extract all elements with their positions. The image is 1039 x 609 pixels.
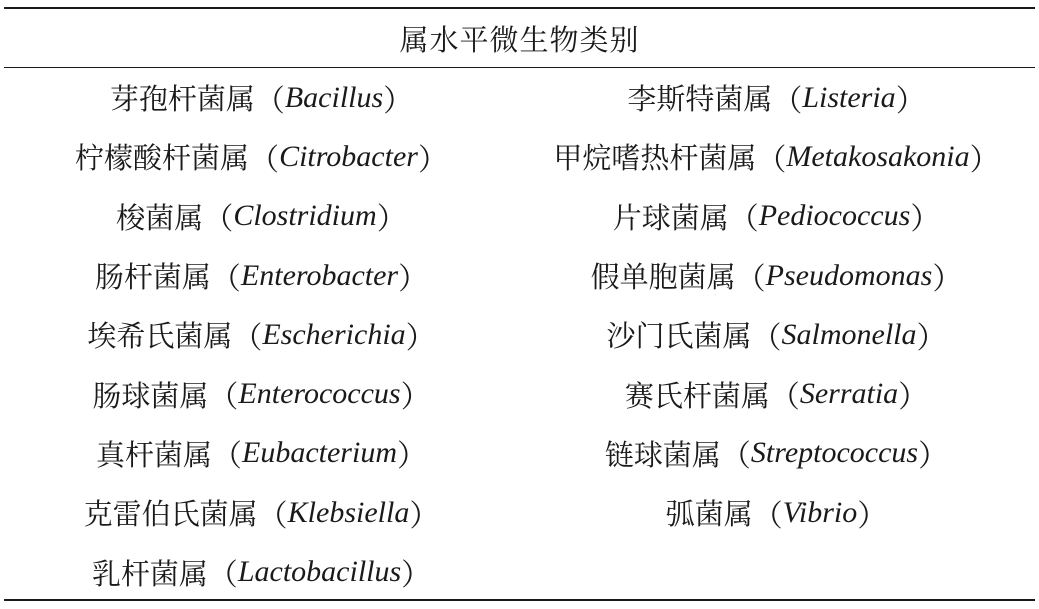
genus-latin-name: Lactobacillus — [237, 555, 402, 589]
genus-chinese-name: 沙门氏菌属 — [606, 319, 752, 354]
table-cell — [4, 424, 519, 483]
open-paren: （ — [735, 262, 766, 296]
left-column — [4, 68, 519, 602]
open-paren: （ — [257, 499, 288, 533]
genus-latin-name: Bacillus — [284, 80, 384, 114]
open-paren: （ — [212, 440, 243, 474]
close-paren: ） — [400, 381, 431, 415]
genus-chinese-name: 真杆菌属 — [96, 437, 213, 472]
genus-latin-name: Eubacterium — [242, 436, 397, 470]
close-paren: ） — [895, 84, 926, 118]
close-paren: ） — [918, 440, 949, 474]
table-cell — [4, 483, 519, 542]
close-paren: ） — [396, 440, 427, 474]
genus-latin-name: Clostridium — [233, 199, 377, 233]
genus-latin-name: Citrobacter — [279, 139, 418, 173]
close-paren: ） — [376, 203, 407, 237]
close-paren: ） — [398, 262, 429, 296]
genus-latin-name: Serratia — [799, 377, 899, 411]
open-paren: （ — [728, 203, 759, 237]
open-paren: （ — [254, 84, 285, 118]
genus-latin-name: Listeria — [802, 80, 896, 114]
open-paren: （ — [207, 559, 238, 593]
table-cell — [519, 364, 1034, 423]
table-cell — [519, 246, 1034, 305]
genus-latin-name: Salmonella — [781, 317, 917, 351]
table-header: 属水平微生物类别 — [399, 22, 640, 57]
table-cell — [4, 542, 519, 601]
open-paren: （ — [756, 143, 787, 177]
close-paren: ） — [417, 143, 448, 177]
genus-chinese-name: 赛氏杆菌属 — [624, 378, 770, 413]
genus-chinese-name: 李斯特菌属 — [627, 82, 773, 117]
genus-latin-name: Klebsiella — [287, 495, 410, 529]
genus-chinese-name: 乳杆菌属 — [91, 556, 208, 591]
genus-table — [4, 0, 1035, 609]
table-cell — [4, 246, 519, 305]
close-paren: ） — [405, 321, 436, 355]
genus-chinese-name: 芽孢杆菌属 — [109, 82, 255, 117]
close-paren: ） — [969, 143, 1000, 177]
genus-chinese-name: 柠檬酸杆菌属 — [75, 141, 250, 176]
close-paren: ） — [401, 559, 432, 593]
genus-chinese-name: 链球菌属 — [604, 437, 721, 472]
genus-latin-name: Pseudomonas — [765, 258, 933, 292]
genus-chinese-name: 肠杆菌属 — [94, 260, 211, 295]
open-paren: （ — [752, 499, 783, 533]
genus-latin-name: Enterococcus — [238, 377, 401, 411]
genus-chinese-name: 克雷伯氏菌属 — [83, 497, 258, 532]
open-paren: （ — [772, 84, 803, 118]
genus-chinese-name: 埃希氏菌属 — [87, 319, 233, 354]
close-paren: ） — [409, 499, 440, 533]
close-paren: ） — [916, 321, 947, 355]
genus-latin-name: Vibrio — [782, 495, 858, 529]
table-cell — [4, 68, 519, 127]
genus-chinese-name: 肠球菌属 — [92, 378, 209, 413]
table-cell — [519, 424, 1034, 483]
open-paren: （ — [210, 262, 241, 296]
table-cell — [4, 305, 519, 364]
table-cell — [4, 364, 519, 423]
open-paren: （ — [208, 381, 239, 415]
open-paren: （ — [232, 321, 263, 355]
open-paren: （ — [203, 203, 234, 237]
table-cell — [519, 187, 1034, 246]
close-paren: ） — [383, 84, 414, 118]
genus-chinese-name: 片球菌属 — [612, 200, 729, 235]
genus-chinese-name: 弧菌属 — [665, 497, 753, 532]
close-paren: ） — [857, 499, 888, 533]
right-column — [519, 68, 1034, 542]
genus-latin-name: Escherichia — [262, 317, 406, 351]
open-paren: （ — [720, 440, 751, 474]
table-cell — [519, 127, 1034, 186]
genus-latin-name: Metakosakonia — [786, 139, 970, 173]
table-cell — [519, 68, 1034, 127]
close-paren: ） — [932, 262, 963, 296]
genus-latin-name: Streptococcus — [750, 436, 919, 470]
table-cell — [519, 305, 1034, 364]
open-paren: （ — [769, 381, 800, 415]
genus-latin-name: Enterobacter — [240, 258, 399, 292]
open-paren: （ — [249, 143, 280, 177]
close-paren: ） — [910, 203, 941, 237]
table-cell — [519, 483, 1034, 542]
table-cell — [4, 127, 519, 186]
open-paren: （ — [751, 321, 782, 355]
genus-chinese-name: 甲烷嗜热杆菌属 — [553, 141, 757, 176]
close-paren: ） — [898, 381, 929, 415]
table-cell — [4, 187, 519, 246]
genus-chinese-name: 梭菌属 — [116, 200, 204, 235]
genus-chinese-name: 假单胞菌属 — [590, 260, 736, 295]
genus-latin-name: Pediococcus — [758, 199, 911, 233]
table-bottom-rule — [4, 599, 1035, 601]
